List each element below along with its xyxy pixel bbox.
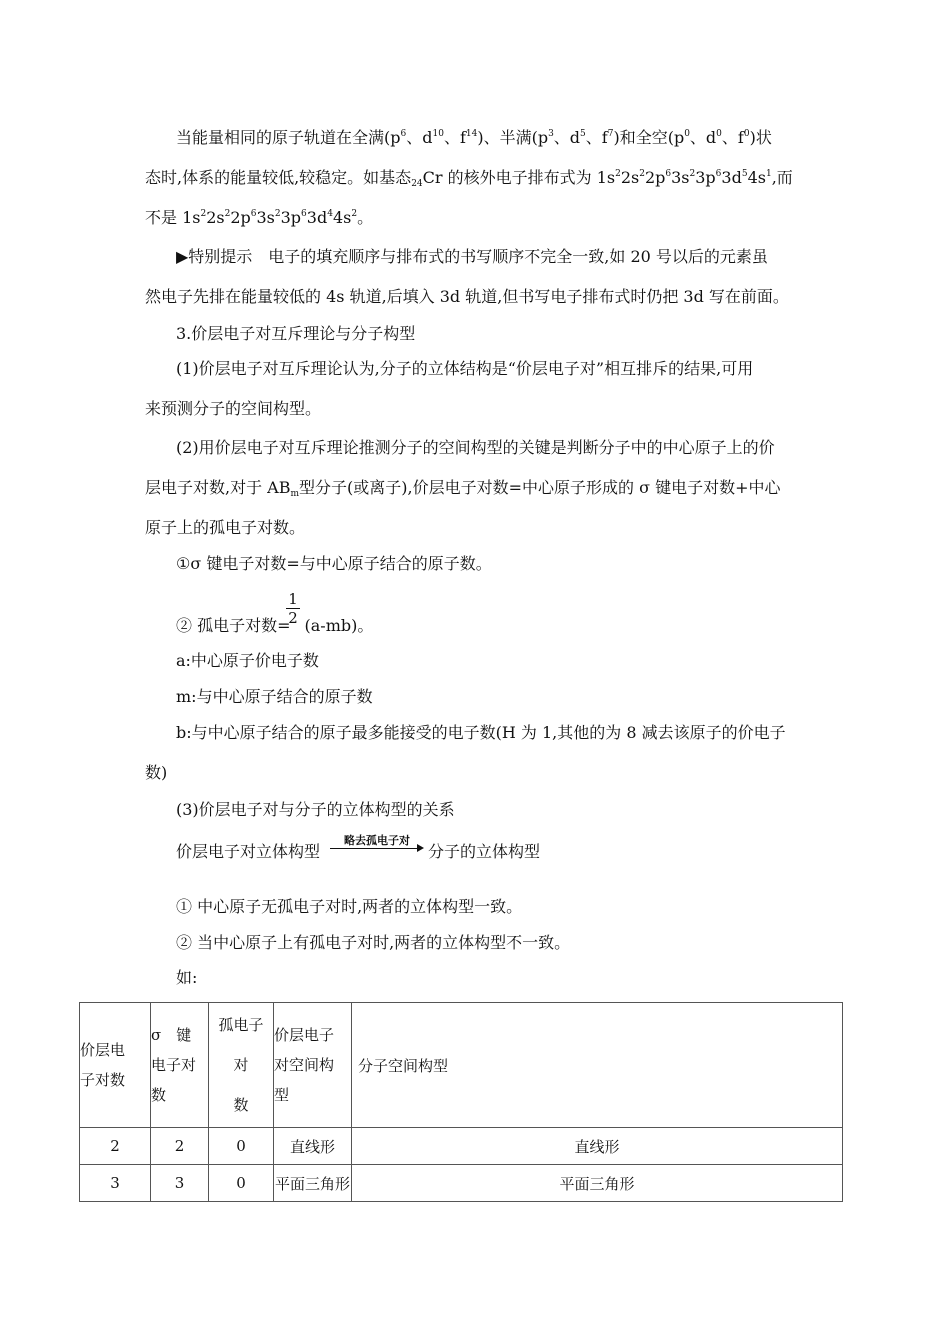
arrow-right-icon — [417, 844, 424, 852]
def-b-line2: 数) — [145, 763, 168, 782]
table-row — [80, 1165, 843, 1202]
section3-p2-line2: 层电子对数,对于 $AB_m$型分子(或离子),价层电子对数=中心原子形成的 σ 键电子对数+中心 — [145, 478, 781, 499]
cell-lone-pairs: 0 — [209, 1128, 274, 1165]
cell-sigma-pairs: 2 — [151, 1128, 209, 1165]
cell-sigma-pairs: 3 — [151, 1165, 209, 1202]
tip-line2: 然电子先排在能量较低的 4s 轨道,后填入 3d 轨道,但书写电子排布式时仍把 3d 写在前面。 — [145, 287, 789, 306]
sigma-bond-item: ①σ 键电子对数=与中心原子结合的原子数。 — [176, 554, 492, 573]
para1-line2: 态时,体系的能量较低,较稳定。如基态$_{24}$Cr 的核外电子排布式为 $1s^22s^22p^63s^23p^63d^54s^1$,而 — [145, 168, 793, 189]
flow-right-text: 分子的立体构型 — [428, 842, 541, 861]
section3-p1-line2: 来预测分子的空间构型。 — [145, 399, 322, 418]
cell-pair-geometry: 平面三角形 — [274, 1165, 352, 1202]
rule-2: ② 当中心原子上有孤电子对时,两者的立体构型不一致。 — [176, 933, 571, 952]
cell-vsepr-pairs: 2 — [80, 1128, 151, 1165]
vsepr-table — [79, 1002, 843, 1202]
para1-line3: 不是 $1s^22s^22p^63s^23p^63d^44s^2$。 — [145, 208, 374, 227]
def-a: a:中心原子价电子数 — [176, 651, 319, 670]
table-row — [80, 1128, 843, 1165]
cell-lone-pairs: 0 — [209, 1165, 274, 1202]
header-molecular-geometry: 分子空间构型 — [352, 1003, 843, 1128]
header-pair-geometry: 价层电子 对空间构 型 — [274, 1003, 352, 1128]
example-intro: 如: — [176, 968, 198, 987]
cell-molecular-geometry: 直线形 — [352, 1128, 843, 1165]
table-header-row — [80, 1003, 843, 1128]
header-vsepr-pairs: 价层电 子对数 — [80, 1003, 151, 1128]
header-lone-pairs: 孤电子对 数 — [209, 1003, 274, 1128]
section3-p3: (3)价层电子对与分子的立体构型的关系 — [176, 800, 455, 819]
tip-line1: ▶特别提示 电子的填充顺序与排布式的书写顺序不完全一致,如 20 号以后的元素虽 — [176, 247, 768, 266]
section-title: 3.价层电子对互斥理论与分子构型 — [176, 324, 416, 343]
cell-vsepr-pairs: 3 — [80, 1165, 151, 1202]
cell-molecular-geometry: 平面三角形 — [352, 1165, 843, 1202]
flow-left-text: 价层电子对立体构型 — [176, 842, 321, 861]
rule-1: ① 中心原子无孤电子对时,两者的立体构型一致。 — [176, 897, 523, 916]
lone-pair-item: ② 孤电子对数= (a-mb)。 — [176, 616, 374, 635]
section3-p2-line1: (2)用价层电子对互斥理论推测分子的空间构型的关键是判断分子中的中心原子上的价 — [176, 438, 775, 457]
def-m: m:与中心原子结合的原子数 — [176, 687, 373, 706]
flow-arrow-label: 略去孤电子对 — [344, 834, 410, 847]
cell-pair-geometry: 直线形 — [274, 1128, 352, 1165]
arrow-shaft — [330, 848, 418, 849]
section3-p2-line3: 原子上的孤电子对数。 — [145, 518, 306, 537]
section3-p1-line1: (1)价层电子对互斥理论认为,分子的立体结构是“价层电子对”相互排斥的结果,可用 — [176, 359, 754, 378]
def-b-line1: b:与中心原子结合的原子最多能接受的电子数(H 为 1,其他的为 8 减去该原子的价电子 — [176, 723, 786, 742]
fraction-numerator: 1 — [288, 590, 298, 608]
header-sigma-pairs: σ 键 电子对 数 — [151, 1003, 209, 1128]
para1-line1: 当能量相同的原子轨道在全满($p^6$、$d^{10}$、$f^{14}$)、半满($p^3$、$d^5$、$f^7$)和全空($p^0$、$d^0$、$f^0$)状 — [176, 128, 772, 147]
flow-arrow — [330, 834, 424, 856]
fraction-denominator: 2 — [288, 609, 298, 627]
